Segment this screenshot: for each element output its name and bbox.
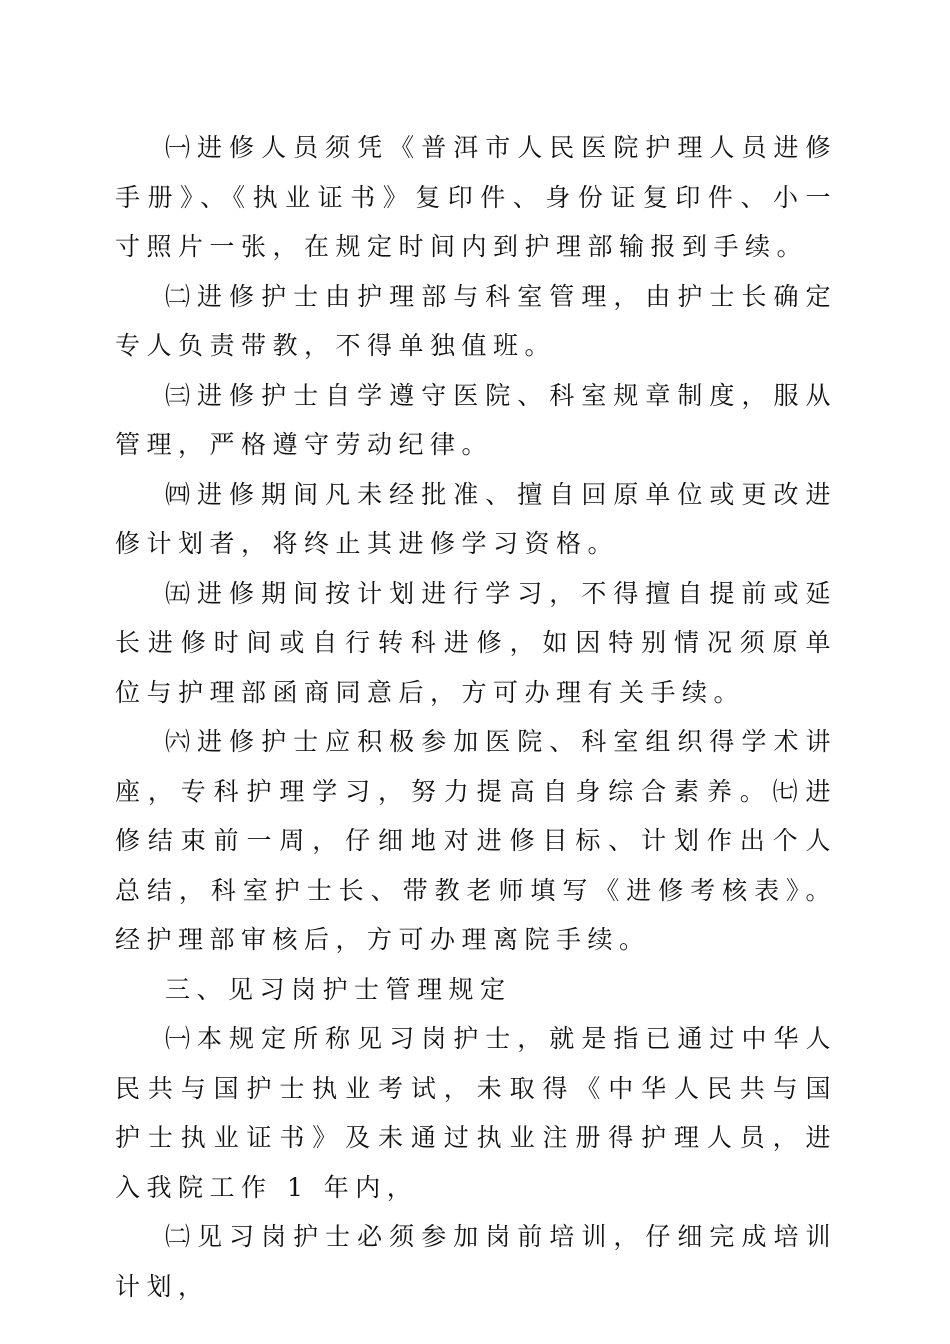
section-heading: 三、见习岗护士管理规定 (165, 974, 512, 1004)
section-paragraph-2: ㈡见习岗护士必须参加岗前培训，仔细完成培训计划， (115, 1222, 837, 1301)
paragraph-item-2: ㈡进修护士由护理部与科室管理，由护士长确定专人负责带教，不得单独值班。 (115, 281, 837, 360)
paragraph-item-3: ㈢进修护士自学遵守医院、科室规章制度，服从管理，严格遵守劳动纪律。 (115, 380, 837, 459)
document-body (115, 123, 837, 1311)
paragraph-item-4: ㈣进修期间凡未经批准、擅自回原单位或更改进修计划者，将终止其进修学习资格。 (115, 479, 837, 558)
paragraph-item-5: ㈤进修期间按计划进行学习，不得擅自提前或延长进修时间或自行转科进修，如因特别情况须原单位与护理部函商同意后，方可办理有关手续。 (115, 578, 837, 707)
paragraph-item-1: ㈠进修人员须凭《普洱市人民医院护理人员进修手册》、《执业证书》复印件、身份证复印件、小一寸照片一张，在规定时间内到护理部输报到手续。 (115, 133, 837, 261)
paragraph-item-6: ㈥进修护士应积极参加医院、科室组织得学术讲座，专科护理学习，努力提高自身综合素养。㈦进修结束前一周，仔细地对进修目标、计划作出个人总结，科室护士长、带教老师填写《进修考核表》。经护理部审核后，方可办理离院手续。 (115, 727, 837, 954)
section-paragraph-1: ㈠本规定所称见习岗护士，就是指已通过中华人民共与国护士执业考试，未取得《中华人民共与国护士执业证书》及未通过执业注册得护理人员，进入我院工作 1 年内， (115, 1024, 837, 1202)
